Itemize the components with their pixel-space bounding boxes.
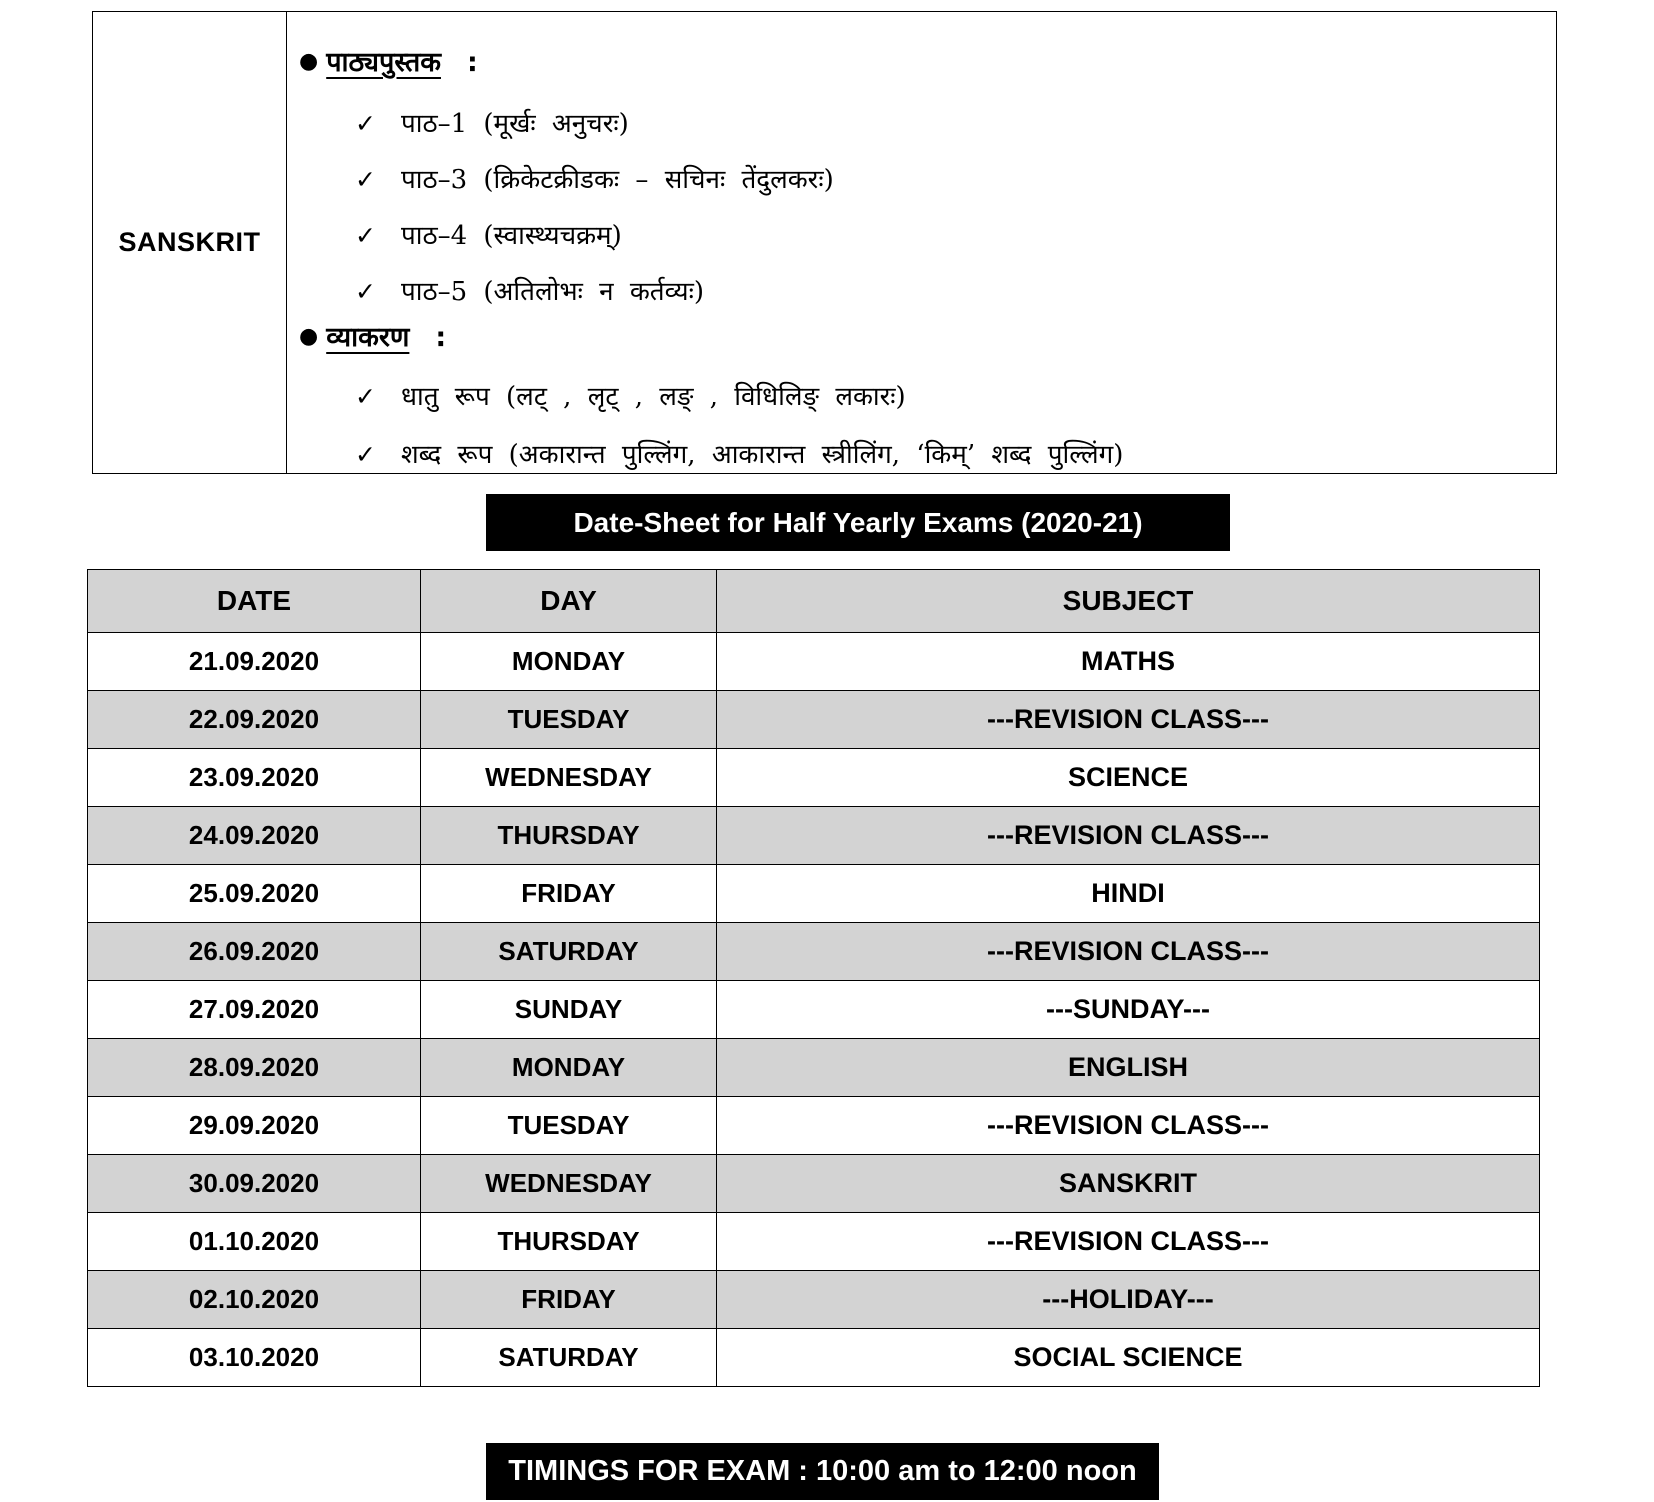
header-day: DAY — [421, 570, 717, 633]
exam-timings: TIMINGS FOR EXAM : 10:00 am to 12:00 noon — [486, 1443, 1159, 1500]
header-subject: SUBJECT — [717, 570, 1540, 633]
cell-day: SATURDAY — [421, 1329, 717, 1387]
checkmark-icon: ✓ — [355, 165, 376, 194]
table-row — [88, 1097, 1540, 1155]
syllabus-item: ✓ शब्द रूप (अकारान्त पुल्लिंग, आकारान्त स्त्रीलिंग, ‘किम्’ शब्द पुल्लिंग) — [355, 440, 1124, 470]
header-date: DATE — [88, 570, 421, 633]
cell-date: 02.10.2020 — [88, 1271, 421, 1329]
cell-date: 23.09.2020 — [88, 749, 421, 807]
table-row — [88, 749, 1540, 807]
cell-date: 29.09.2020 — [88, 1097, 421, 1155]
cell-day: FRIDAY — [421, 1271, 717, 1329]
cell-day: THURSDAY — [421, 807, 717, 865]
checkmark-icon: ✓ — [355, 382, 376, 411]
table-row — [88, 1271, 1540, 1329]
cell-subject: ---REVISION CLASS--- — [717, 1213, 1540, 1271]
cell-day: TUESDAY — [421, 691, 717, 749]
section-heading-textbook: ● पाठ्यपुस्तक : — [299, 47, 478, 78]
cell-day: FRIDAY — [421, 865, 717, 923]
cell-day: WEDNESDAY — [421, 1155, 717, 1213]
syllabus-item: ✓ पाठ–5 (अतिलोभः न कर्तव्यः) — [355, 277, 704, 307]
cell-day: SATURDAY — [421, 923, 717, 981]
date-sheet-title: Date-Sheet for Half Yearly Exams (2020-21) — [486, 494, 1230, 551]
syllabus-item: ✓ पाठ–4 (स्वास्थ्यचक्रम्) — [355, 221, 622, 251]
cell-date: 30.09.2020 — [88, 1155, 421, 1213]
table-row — [88, 1213, 1540, 1271]
table-row — [88, 923, 1540, 981]
table-body — [88, 633, 1540, 1387]
cell-day: TUESDAY — [421, 1097, 717, 1155]
date-sheet-table — [87, 569, 1540, 1387]
checkmark-icon: ✓ — [355, 277, 376, 306]
syllabus-item: ✓ धातु रूप (लट् , लृट् , लङ् , विधिलिङ् लकारः) — [355, 382, 906, 412]
syllabus-item: ✓ पाठ–3 (क्रिकेटक्रीडकः – सचिनः तेंदुलकरः) — [355, 165, 834, 195]
table-row — [88, 807, 1540, 865]
syllabus-subject: SANSKRIT — [93, 12, 287, 473]
cell-date: 21.09.2020 — [88, 633, 421, 691]
section-heading-grammar: ● व्याकरण : — [299, 322, 447, 353]
table-row — [88, 1155, 1540, 1213]
table-row — [88, 691, 1540, 749]
cell-date: 28.09.2020 — [88, 1039, 421, 1097]
cell-day: WEDNESDAY — [421, 749, 717, 807]
cell-date: 22.09.2020 — [88, 691, 421, 749]
cell-subject: ENGLISH — [717, 1039, 1540, 1097]
cell-subject: ---HOLIDAY--- — [717, 1271, 1540, 1329]
cell-date: 26.09.2020 — [88, 923, 421, 981]
cell-day: SUNDAY — [421, 981, 717, 1039]
cell-subject: MATHS — [717, 633, 1540, 691]
bullet-icon: ● — [299, 324, 319, 349]
cell-subject: SANSKRIT — [717, 1155, 1540, 1213]
cell-subject: ---REVISION CLASS--- — [717, 691, 1540, 749]
cell-date: 01.10.2020 — [88, 1213, 421, 1271]
checkmark-icon: ✓ — [355, 221, 376, 250]
table-row — [88, 633, 1540, 691]
bullet-icon: ● — [299, 49, 319, 74]
cell-date: 24.09.2020 — [88, 807, 421, 865]
table-row — [88, 1329, 1540, 1387]
cell-date: 27.09.2020 — [88, 981, 421, 1039]
cell-subject: SOCIAL SCIENCE — [717, 1329, 1540, 1387]
cell-subject: ---REVISION CLASS--- — [717, 1097, 1540, 1155]
cell-date: 03.10.2020 — [88, 1329, 421, 1387]
table-header-row — [88, 570, 1540, 633]
cell-subject: HINDI — [717, 865, 1540, 923]
cell-day: MONDAY — [421, 1039, 717, 1097]
cell-subject: ---REVISION CLASS--- — [717, 923, 1540, 981]
cell-subject: ---SUNDAY--- — [717, 981, 1540, 1039]
cell-subject: SCIENCE — [717, 749, 1540, 807]
table-row — [88, 1039, 1540, 1097]
cell-day: THURSDAY — [421, 1213, 717, 1271]
syllabus-content — [287, 12, 1556, 473]
syllabus-item: ✓ पाठ–1 (मूर्खः अनुचरः) — [355, 109, 629, 139]
cell-subject: ---REVISION CLASS--- — [717, 807, 1540, 865]
cell-date: 25.09.2020 — [88, 865, 421, 923]
table-row — [88, 981, 1540, 1039]
checkmark-icon: ✓ — [355, 440, 376, 469]
table-row — [88, 865, 1540, 923]
checkmark-icon: ✓ — [355, 109, 376, 138]
cell-day: MONDAY — [421, 633, 717, 691]
syllabus-box — [92, 11, 1557, 474]
